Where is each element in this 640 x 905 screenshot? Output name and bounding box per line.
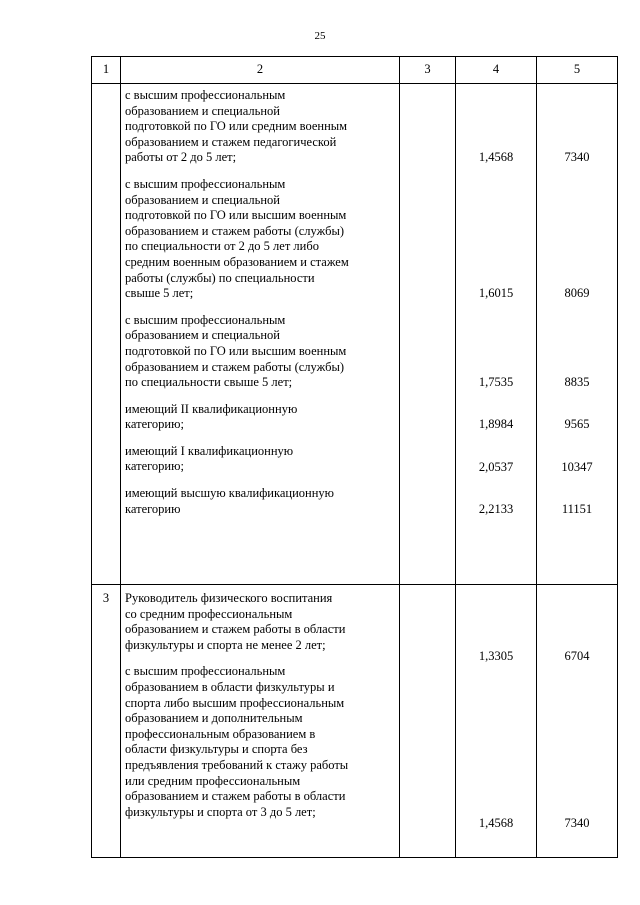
empty-col-3 [400,84,456,585]
coefficient-value: 1,7535 [478,375,514,390]
table-row [92,585,618,858]
coefficient-value: 2,0537 [478,459,514,474]
qualification-entry: с высшим профессиональным образованием в области физкультуры и спорта либо высшим профессиональным образованием и дополнительным профессиональным образованием в области физкультуры и спорта без предъявления требований к стажу работы или средним профессиональным образованием и стажем работы в области физкультуры и спорта от 3 до 5 лет; [125,664,349,819]
salary-value: 8069 [564,286,590,301]
salary-value: 10347 [561,459,593,474]
qualification-entry: имеющий высшую квалификационную категорию [125,486,335,516]
qualification-entry: с высшим профессиональным образованием и специальной подготовкой по ГО или средним военным образованием и стажем педагогической работы от 2 до 5 лет; [125,88,348,165]
header-col-1: 1 [92,57,121,84]
coef-column [456,84,537,585]
coefficient-value: 1,3305 [478,648,514,663]
coefficient-value: 1,6015 [478,286,514,301]
salary-value: 7340 [564,150,590,165]
position-title: Руководитель физического воспитания [125,591,333,605]
coef-column [456,585,537,858]
salary-value: 7340 [564,815,590,830]
header-col-5: 5 [537,57,618,84]
coefficient-value: 1,4568 [478,815,514,830]
row-number: 3 [92,585,121,858]
coefficient-value: 1,4568 [478,150,514,165]
qualification-entry: с высшим профессиональным образованием и специальной подготовкой по ГО или высшим военным образованием и стажем работы (службы) по специальности свыше 5 лет; [125,312,347,390]
qualification-entry: имеющий II квалификационную категорию; [125,401,298,432]
qualification-entry: имеющий I квалификационную категорию; [125,443,294,474]
page-number: 25 [314,30,326,42]
coefficient-value: 2,2133 [478,501,514,516]
coefficient-value: 1,8984 [478,417,514,432]
table-row [92,84,618,585]
header-col-3: 3 [400,57,456,84]
salary-column [537,585,618,858]
qualification-entry: со средним профессиональным образованием и стажем работы в области физкультуры и спорта не менее 2 лет; [125,606,346,652]
salary-value: 9565 [564,417,590,432]
salary-value: 8835 [564,375,590,390]
header-col-2: 2 [121,57,400,84]
position-description [121,84,400,585]
salary-table [91,56,618,858]
position-description [121,585,400,858]
header-col-4: 4 [456,57,537,84]
salary-value: 11151 [561,501,593,516]
salary-column [537,84,618,585]
qualification-entry: с высшим профессиональным образованием и специальной подготовкой по ГО или высшим военным образованием и стажем работы (службы) по специальности от 2 до 5 лет либо средним военным образованием и стажем работы (службы) по специальности свыше 5 лет; [125,176,349,301]
row-number [92,84,121,585]
table-header-row [92,57,618,84]
salary-value: 6704 [564,648,590,663]
empty-col-3 [400,585,456,858]
